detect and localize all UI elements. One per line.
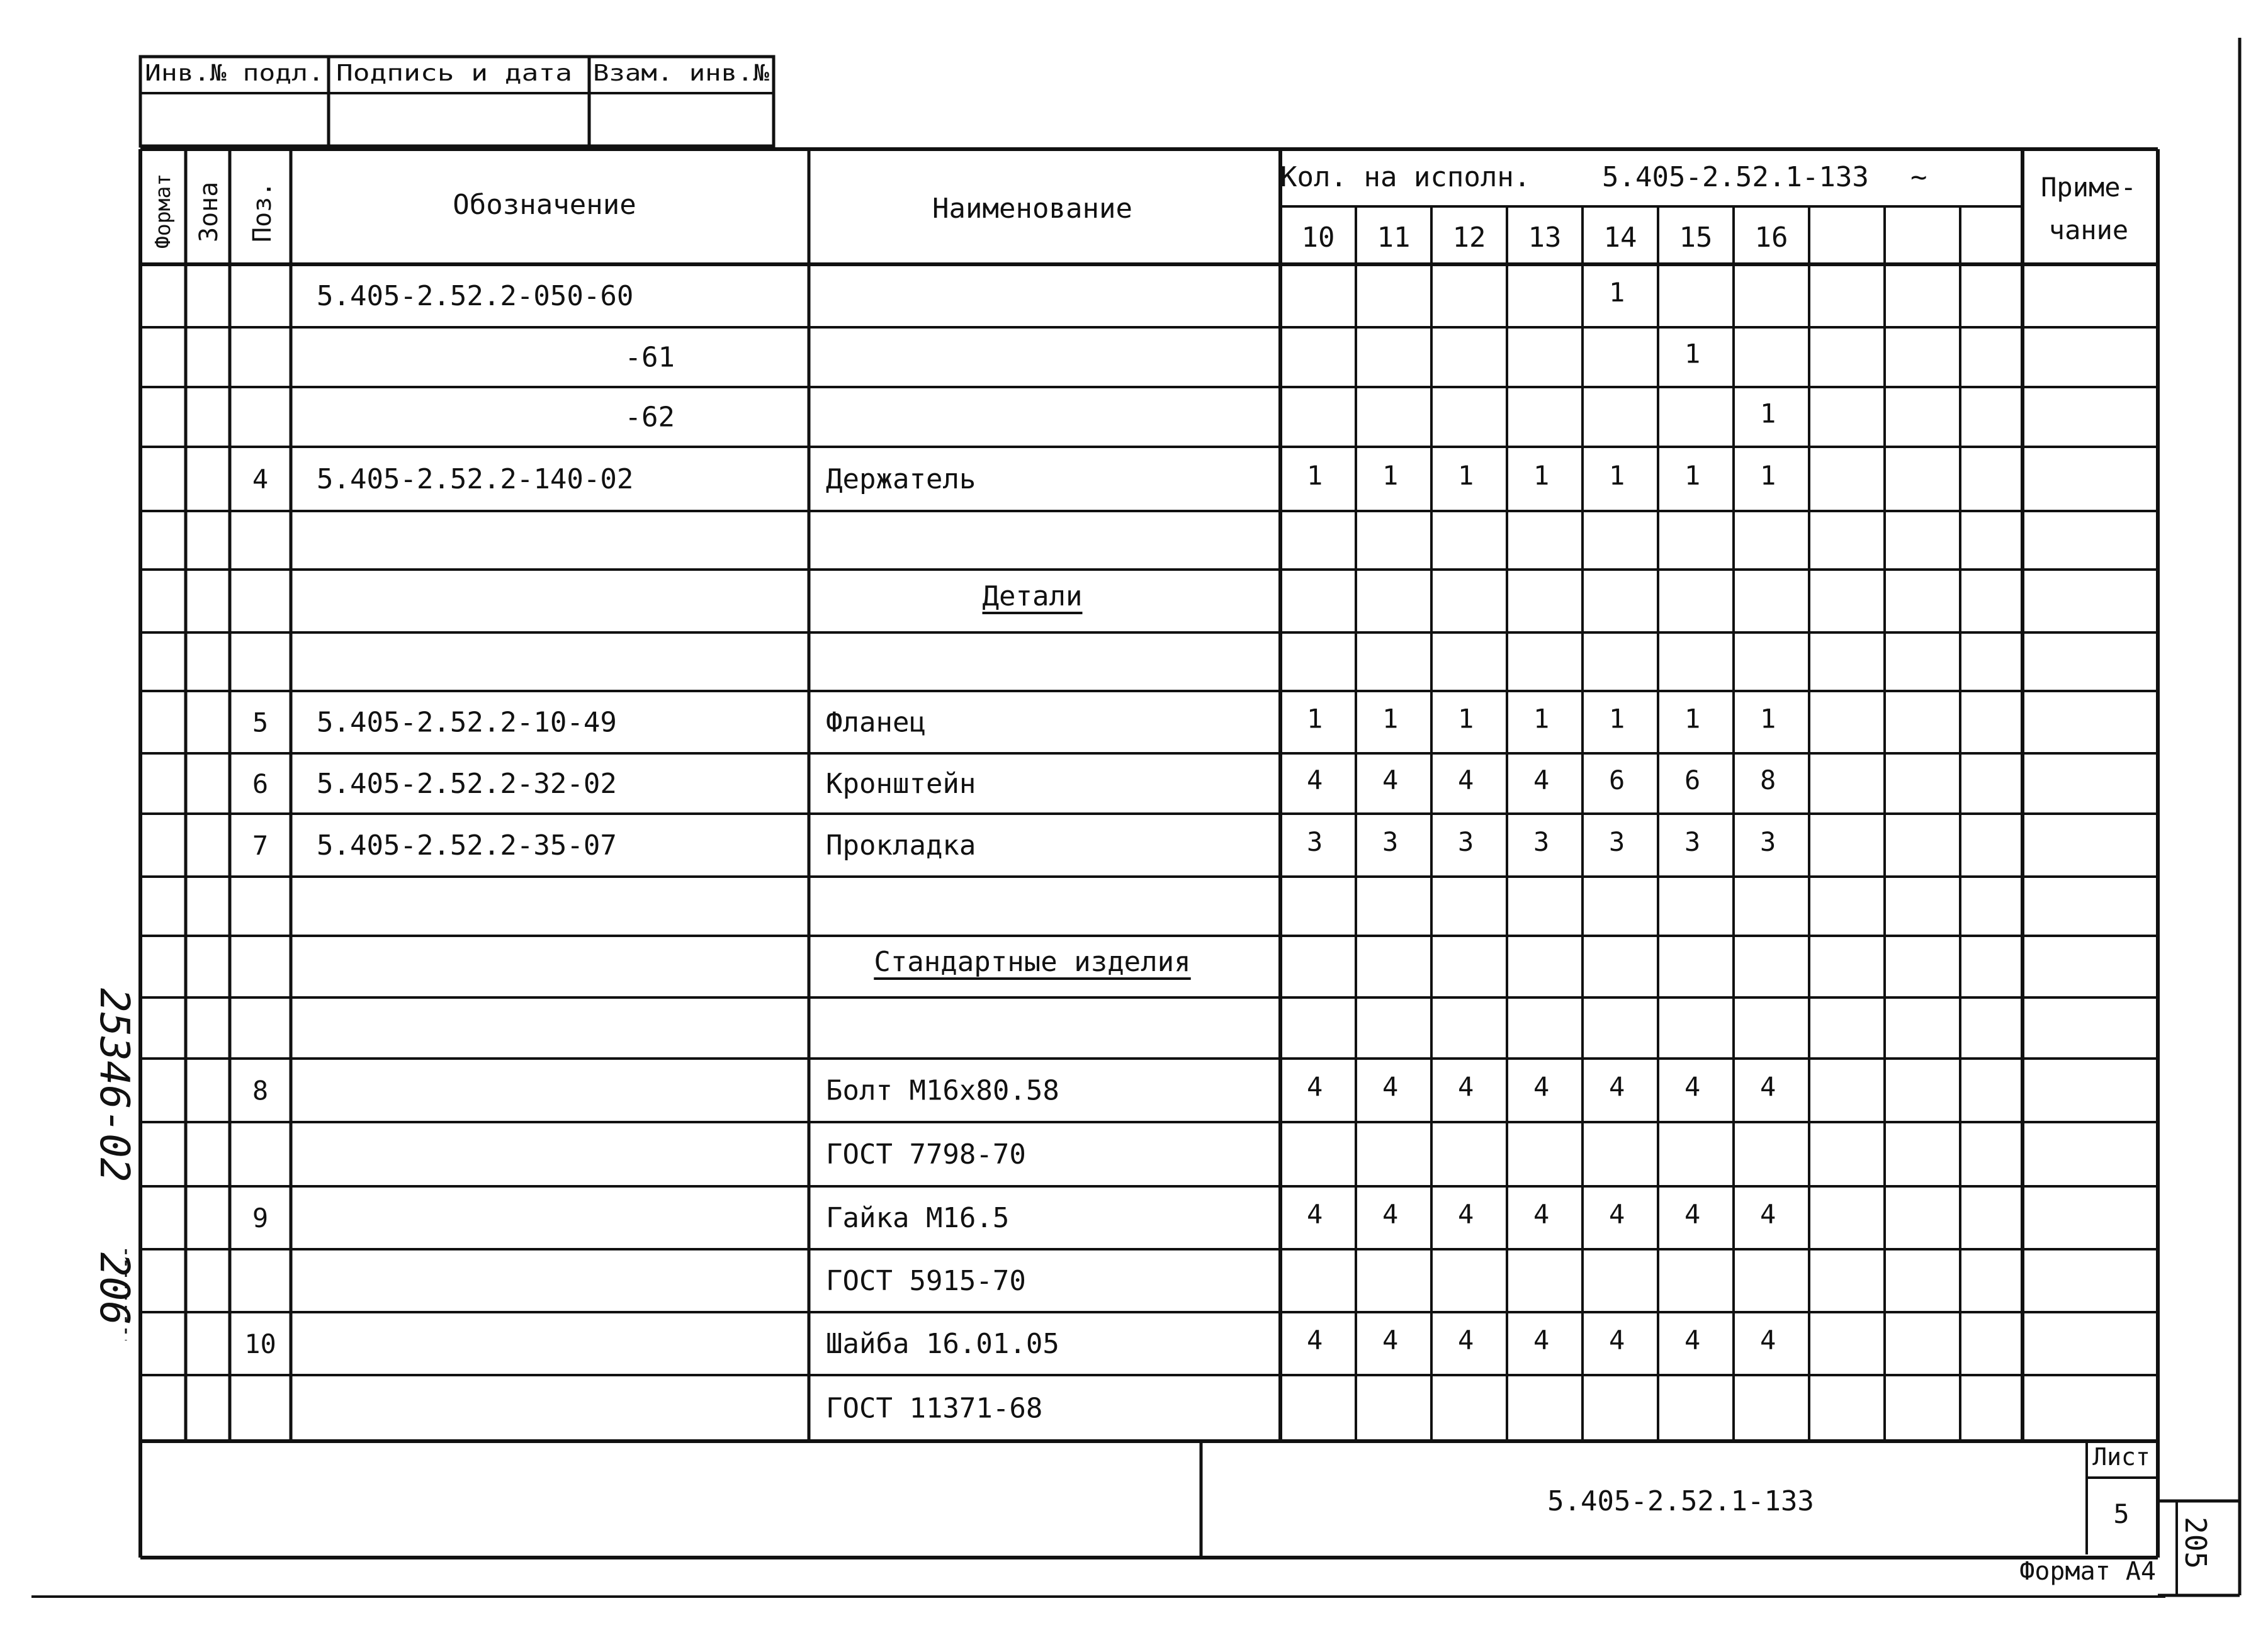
row-count: 4 (1609, 1325, 1625, 1356)
page-number: 205 (2179, 1517, 2213, 1570)
stamp-podpis-data-label: Подпись и дата (336, 60, 572, 86)
table-header (150, 161, 2136, 249)
row-count: 4 (1533, 1325, 1550, 1356)
row-naimenovanie: Болт М16х80.58 (826, 1074, 1059, 1107)
title-block (1547, 1443, 2213, 1586)
row-count: 4 (1307, 1325, 1323, 1356)
row-poz: 6 (252, 768, 269, 799)
row-count: 4 (1382, 765, 1399, 795)
row-naimenovanie: ГОСТ 7798-70 (826, 1138, 1026, 1171)
row-count: 1 (1382, 460, 1399, 491)
row-count: 4 (1307, 1199, 1323, 1230)
header-kol-doc: 5.405-2.52.1-133 (1602, 161, 1869, 193)
specification-rows (244, 277, 1776, 1425)
row-count: 4 (1382, 1199, 1399, 1230)
variant-label: 12 (1452, 222, 1486, 254)
row-naimenovanie: Держатель (826, 463, 976, 495)
row-oboznachenie: 5.405-2.52.2-10-49 (317, 706, 617, 739)
variant-label: 10 (1301, 222, 1335, 254)
title-doc-number: 5.405-2.52.1-133 (1547, 1485, 1814, 1517)
row-naimenovanie: ГОСТ 5915-70 (826, 1265, 1026, 1297)
title-list-label: Лист (2092, 1443, 2150, 1471)
row-naimenovanie: Гайка М16.5 (826, 1202, 1010, 1234)
header-kol-dash: ~ (1910, 161, 1927, 193)
row-count: 4 (1609, 1071, 1625, 1103)
stamp-vzam-inv-label: Взам. инв.№ (593, 60, 770, 86)
row-count: 4 (1533, 1071, 1550, 1103)
row-naimenovanie: Прокладка (826, 829, 976, 862)
specification-table-grid (31, 38, 2240, 1597)
row-count: 4 (1307, 1071, 1323, 1103)
header-zona: Зона (195, 181, 223, 242)
top-stamp (140, 57, 774, 146)
row-count: 4 (1684, 1325, 1701, 1356)
row-count: 4 (1307, 765, 1323, 795)
header-primech-1: Приме- (2041, 172, 2136, 203)
row-count: 4 (1533, 765, 1550, 795)
row-count: 4 (1760, 1325, 1776, 1356)
row-oboznachenie: 5.405-2.52.2-35-07 (317, 829, 617, 862)
row-count: 1 (1609, 460, 1625, 491)
section-heading: Стандартные изделия (874, 946, 1191, 978)
row-count: 4 (1609, 1199, 1625, 1230)
row-count: 4 (1684, 1071, 1701, 1103)
variant-label: 15 (1679, 222, 1713, 254)
row-count: 6 (1684, 765, 1701, 795)
row-count: 1 (1458, 460, 1474, 491)
row-count: 3 (1307, 826, 1323, 857)
row-count: 3 (1684, 826, 1701, 857)
row-count: 8 (1760, 765, 1776, 795)
row-poz: 7 (252, 830, 269, 861)
row-count: 4 (1760, 1199, 1776, 1230)
row-count: 1 (1382, 703, 1399, 734)
row-count: 4 (1382, 1325, 1399, 1356)
row-poz: 9 (252, 1203, 269, 1233)
row-count: 4 (1458, 1071, 1474, 1103)
title-list-value: 5 (2113, 1498, 2130, 1529)
row-naimenovanie: ГОСТ 11371-68 (826, 1392, 1043, 1425)
row-count: 1 (1307, 460, 1323, 491)
row-count: 6 (1609, 765, 1625, 795)
row-count: 4 (1760, 1071, 1776, 1103)
header-poz: Поз. (248, 181, 277, 242)
row-count: 3 (1382, 826, 1399, 857)
row-poz: 8 (252, 1075, 269, 1106)
side-page-number: 206 (91, 1252, 137, 1325)
row-count: 3 (1609, 826, 1625, 857)
row-count: 1 (1684, 460, 1701, 491)
row-count: 4 (1382, 1071, 1399, 1103)
row-count: 1 (1307, 703, 1323, 734)
row-naimenovanie: Кронштейн (826, 768, 976, 800)
variant-label: 16 (1754, 222, 1788, 254)
row-count: 1 (1760, 398, 1776, 429)
section-heading: Детали (982, 580, 1083, 612)
header-naimenovanie: Наименование (932, 193, 1132, 225)
row-count: 3 (1760, 826, 1776, 857)
row-oboznachenie: 5.405-2.52.2-32-02 (317, 768, 617, 800)
row-count: 1 (1609, 703, 1625, 734)
format-label: Формат А4 (2019, 1557, 2156, 1586)
header-format: Формат (150, 173, 175, 249)
row-oboznachenie: 5.405-2.52.2-140-02 (317, 463, 634, 495)
row-count: 1 (1533, 703, 1550, 734)
row-oboznachenie: 5.405-2.52.2-050-60 (317, 280, 634, 312)
row-naimenovanie: Фланец (826, 706, 926, 739)
row-count: 1 (1760, 703, 1776, 734)
header-primech-2: чание (2048, 215, 2129, 245)
row-count: 1 (1684, 338, 1701, 369)
header-kol-prefix: Кол. на исполн. (1280, 161, 1531, 193)
row-count: 1 (1684, 703, 1701, 734)
side-handwritten-note (91, 988, 137, 1340)
stamp-inv-podl-label: Инв.№ подл. (145, 60, 324, 86)
variant-label: 13 (1528, 222, 1562, 254)
row-count: 1 (1609, 277, 1625, 308)
row-count: 4 (1533, 1199, 1550, 1230)
side-inventory-number: 25346-02 (91, 988, 137, 1183)
row-oboznachenie: -62 (624, 401, 675, 434)
row-naimenovanie: Шайба 16.01.05 (826, 1328, 1059, 1360)
row-count: 1 (1760, 460, 1776, 491)
row-poz: 10 (244, 1329, 276, 1359)
row-count: 4 (1684, 1199, 1701, 1230)
row-count: 1 (1533, 460, 1550, 491)
row-count: 1 (1458, 703, 1474, 734)
row-poz: 4 (252, 464, 269, 495)
variant-label: 14 (1603, 222, 1637, 254)
row-oboznachenie: -61 (624, 341, 675, 374)
row-count: 3 (1533, 826, 1550, 857)
header-oboznachenie: Обозначение (453, 189, 636, 221)
row-count: 4 (1458, 1325, 1474, 1356)
row-count: 4 (1458, 1199, 1474, 1230)
variant-header-labels (1302, 222, 1788, 254)
row-count: 3 (1458, 826, 1474, 857)
variant-label: 11 (1377, 222, 1411, 254)
row-count: 4 (1458, 765, 1474, 795)
row-poz: 5 (252, 707, 269, 738)
